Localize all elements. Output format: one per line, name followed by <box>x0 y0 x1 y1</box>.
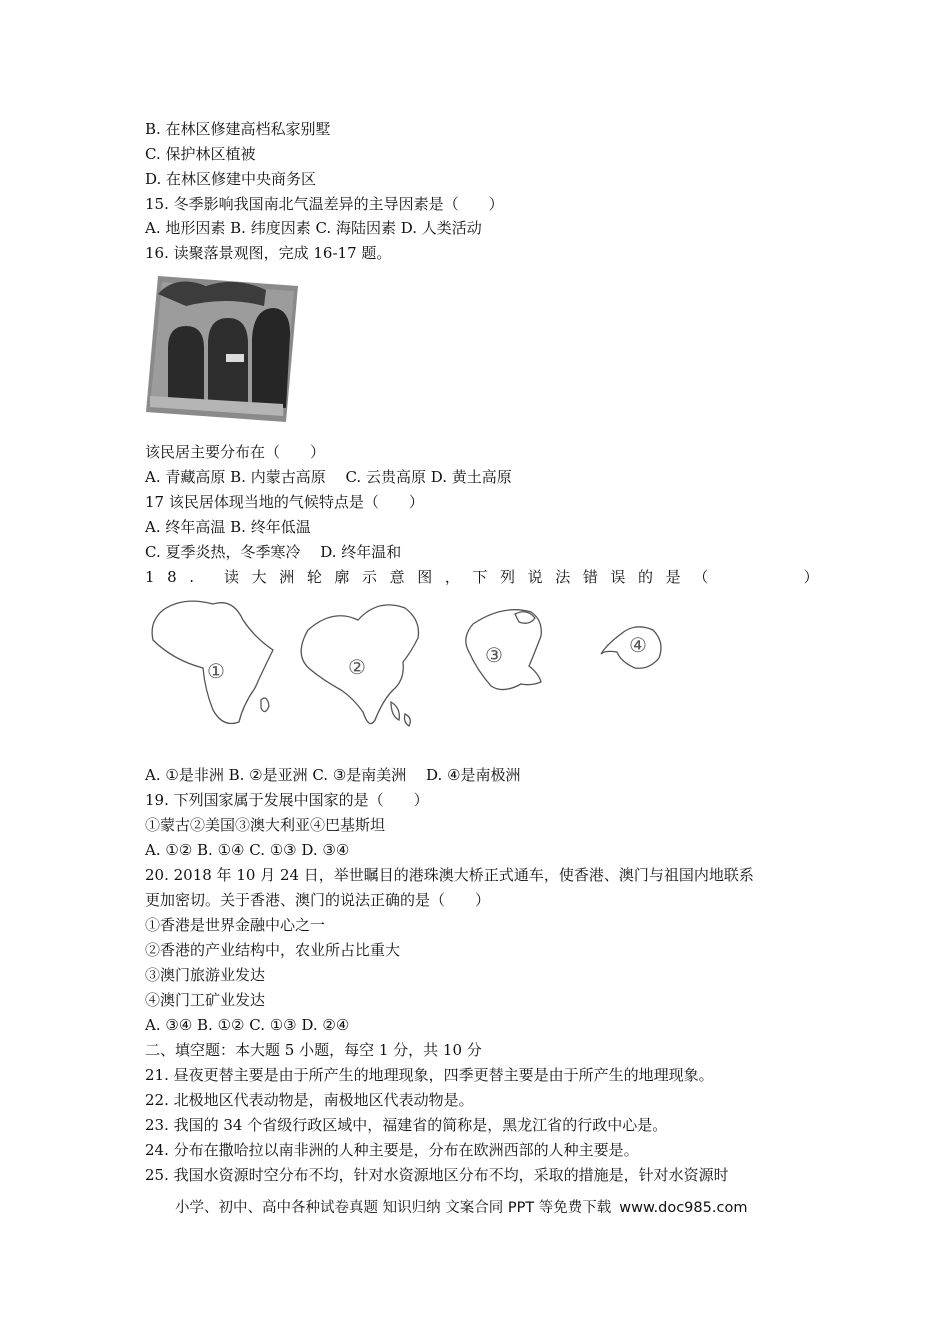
question-21: 21. 昼夜更替主要是由于所产生的地理现象，四季更替主要是由于所产生的地理现象。 <box>145 1066 714 1084</box>
option-b-villa: B. 在林区修建高档私家别墅 <box>145 120 331 138</box>
question-20-item2: ②香港的产业结构中，农业所占比重大 <box>145 941 401 959</box>
question-20-item1: ①香港是世界金融中心之一 <box>145 916 326 934</box>
question-24: 24. 分布在撒哈拉以南非洲的人种主要是，分布在欧洲西部的人种主要是。 <box>145 1141 639 1159</box>
question-18: 18. 读大洲轮廓示意图，下列说法错误的是（ ） <box>145 568 832 586</box>
question-25: 25. 我国水资源时空分布不均，针对水资源地区分布不均，采取的措施是，针对水资源时 <box>145 1166 729 1184</box>
section-2-heading: 二、填空题：本大题 5 小题，每空 1 分，共 10 分 <box>145 1041 482 1059</box>
option-d-business-district: D. 在林区修建中央商务区 <box>145 170 317 188</box>
question-15: 15. 冬季影响我国南北气温差异的主导因素是（ ） <box>145 195 504 213</box>
page-footer <box>175 1196 747 1217</box>
option-c-protect-vegetation: C. 保护林区植被 <box>145 145 256 163</box>
question-20-item3: ③澳门旅游业发达 <box>145 966 266 984</box>
question-15-options: A. 地形因素 B. 纬度因素 C. 海陆因素 D. 人类活动 <box>145 219 482 237</box>
map-label-3: ③ <box>485 643 503 667</box>
question-17-options-ab: A. 终年高温 B. 终年低温 <box>145 518 311 536</box>
question-20-line2: 更加密切。关于香港、澳门的说法正确的是（ ） <box>145 891 491 909</box>
question-20-item4: ④澳门工矿业发达 <box>145 991 266 1009</box>
question-16: 16. 读聚落景观图，完成 16-17 题。 <box>145 244 392 262</box>
question-16-options: A. 青藏高原 B. 内蒙古高原 C. 云贵高原 D. 黄土高原 <box>145 468 512 486</box>
footer-text: 小学、初中、高中各种试卷真题 知识归纳 文案合同 PPT 等免费下载 <box>175 1200 612 1216</box>
question-20-line1: 20. 2018 年 10 月 24 日，举世瞩目的港珠澳大桥正式通车，使香港、澳门与祖国内地联系 <box>145 866 754 884</box>
cave-dwelling-photo <box>146 276 298 422</box>
question-19-options: A. ①② B. ①④ C. ①③ D. ③④ <box>145 841 350 859</box>
map-label-2: ② <box>348 655 366 679</box>
map-label-4: ④ <box>629 633 647 657</box>
map-label-1: ① <box>207 659 225 683</box>
question-17-options-cd: C. 夏季炎热，冬季寒冷 D. 终年温和 <box>145 543 402 561</box>
question-19-items: ①蒙古②美国③澳大利亚④巴基斯坦 <box>145 816 386 834</box>
question-17: 17 该民居体现当地的气候特点是（ ） <box>145 493 424 511</box>
continent-outline-maps <box>143 590 688 750</box>
footer-url[interactable]: www.doc985.com <box>619 1200 748 1216</box>
question-19: 19. 下列国家属于发展中国家的是（ ） <box>145 791 429 809</box>
question-23: 23. 我国的 34 个省级行政区域中，福建省的简称是，黑龙江省的行政中心是。 <box>145 1116 668 1134</box>
question-16-stem: 该民居主要分布在（ ） <box>145 443 326 461</box>
question-18-options: A. ①是非洲 B. ②是亚洲 C. ③是南美洲 D. ④是南极洲 <box>145 766 521 784</box>
question-20-options: A. ③④ B. ①② C. ①③ D. ②④ <box>145 1016 350 1034</box>
question-22: 22. 北极地区代表动物是，南极地区代表动物是。 <box>145 1091 474 1109</box>
